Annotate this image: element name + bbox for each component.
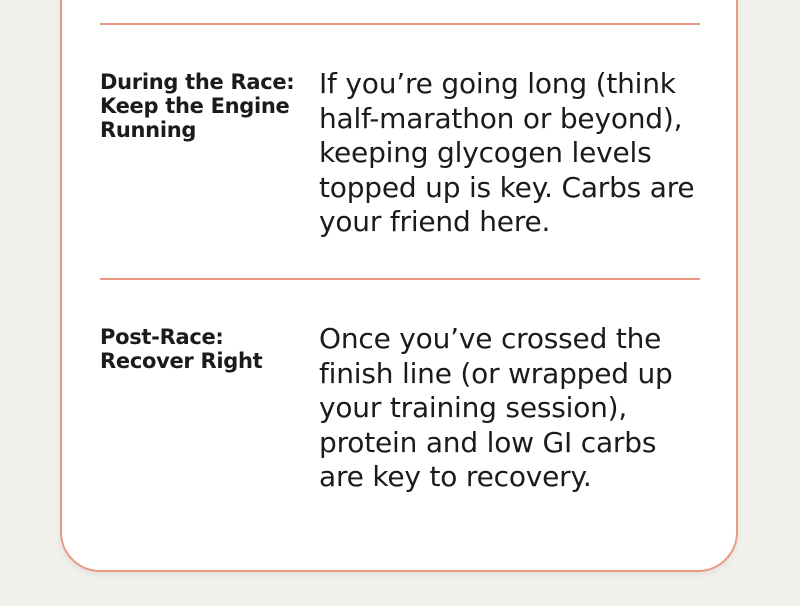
- section-divider: [100, 23, 700, 25]
- during-race-text: If you’re going long (think half-marathon or beyond), keeping glycogen levels topped up is key. Carbs are your friend here.: [319, 67, 695, 238]
- section-divider: [100, 278, 700, 280]
- during-race-heading: During the Race: Keep the Engine Running: [100, 70, 295, 142]
- post-race-heading: Post-Race: Recover Right: [100, 325, 263, 373]
- post-race-text: Once you’ve crossed the finish line (or wrapped up your training session), protein and low GI carbs are key to recovery.: [319, 322, 673, 493]
